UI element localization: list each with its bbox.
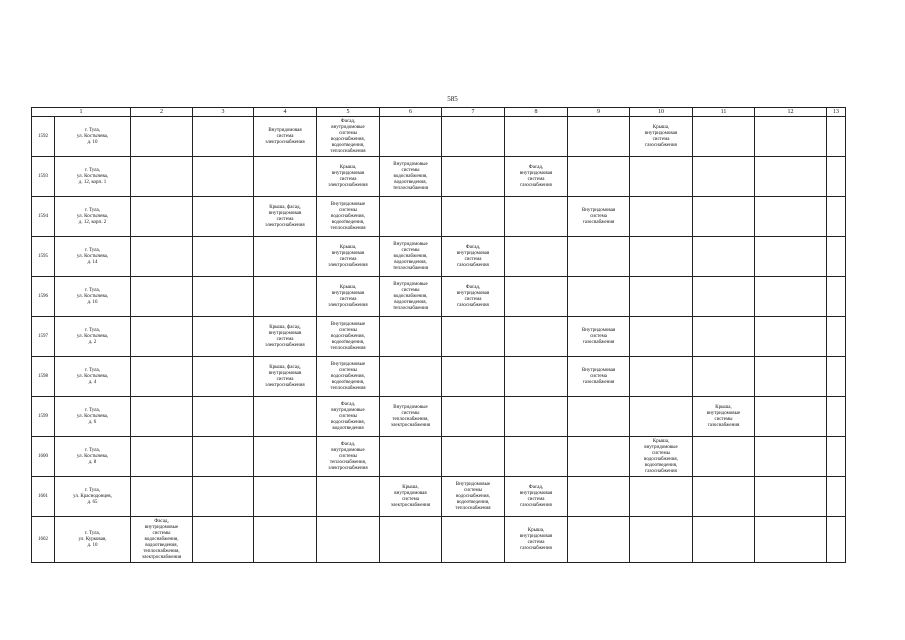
cell-text: Внутридомовая система газоснабжения	[581, 327, 616, 345]
work-cell	[693, 357, 755, 397]
work-cell	[755, 277, 827, 317]
cell-text: г. Тула, ул. Костычева, д. 4	[76, 367, 109, 385]
work-cell	[254, 397, 317, 437]
cell-text: г. Тула, ул. Костычева, д. 10	[76, 127, 109, 145]
work-cell	[380, 317, 442, 357]
work-cell	[568, 437, 630, 477]
cell-text: 1599	[38, 413, 48, 419]
work-cell	[131, 517, 193, 563]
work-cell	[317, 357, 380, 397]
work-cell	[254, 357, 317, 397]
address-cell	[55, 277, 131, 317]
cell-text: Крыша, фасад, внутридомовая система электроснабжения	[265, 204, 305, 228]
cell-text: г. Тула, ул. Костычева, д. 14	[76, 247, 109, 265]
work-cell	[755, 237, 827, 277]
work-cell	[317, 237, 380, 277]
table-row	[32, 197, 846, 237]
column-header: 11	[693, 108, 755, 117]
schedule-table	[31, 107, 846, 563]
work-cell	[755, 477, 827, 517]
work-cell	[505, 437, 568, 477]
work-cell	[442, 117, 505, 157]
work-cell	[505, 237, 568, 277]
cell-text: Фасад, внутридомовая система газоснабжения	[519, 164, 553, 188]
work-cell	[193, 317, 254, 357]
work-cell	[317, 517, 380, 563]
work-cell	[568, 477, 630, 517]
column-header: 7	[442, 108, 505, 117]
work-cell	[755, 437, 827, 477]
work-cell	[693, 277, 755, 317]
row-number-cell	[32, 517, 55, 563]
work-cell	[505, 517, 568, 563]
cell-text: г. Тула, ул. Костычева, д. 8	[76, 447, 109, 465]
work-cell	[131, 437, 193, 477]
work-cell	[827, 477, 846, 517]
work-cell	[131, 477, 193, 517]
cell-text: Фасад, внутридомовые системы теплоснабжения, электроснабжения	[328, 441, 368, 471]
table-row	[32, 477, 846, 517]
work-cell	[193, 477, 254, 517]
work-cell	[827, 117, 846, 157]
cell-text: Внутридомовая система газоснабжения	[581, 367, 616, 385]
cell-text: 1602	[38, 536, 48, 542]
table-row	[32, 437, 846, 477]
cell-text: 1600	[38, 453, 48, 459]
row-number-cell	[32, 157, 55, 197]
work-cell	[131, 397, 193, 437]
table-row	[32, 317, 846, 357]
work-cell	[755, 197, 827, 237]
page-number: 585	[447, 95, 458, 103]
work-cell	[193, 277, 254, 317]
work-cell	[442, 197, 505, 237]
work-cell	[131, 117, 193, 157]
cell-text: Внутридомовая система газоснабжения	[581, 207, 616, 225]
cell-text: 1593	[38, 173, 48, 179]
work-cell	[827, 197, 846, 237]
cell-text: Крыша, внутридомовая система газоснабжения	[519, 527, 553, 551]
cell-text: Крыша, внутридомовая система электроснабжения	[328, 164, 368, 188]
address-cell	[55, 317, 131, 357]
row-number-cell	[32, 317, 55, 357]
work-cell	[568, 197, 630, 237]
work-cell	[630, 437, 693, 477]
work-cell	[630, 197, 693, 237]
cell-text: Фасад, внутридомовая система газоснабжения	[519, 484, 553, 508]
table-row	[32, 397, 846, 437]
cell-text: Фасад, внутридомовая система газоснабжения	[456, 244, 490, 268]
work-cell	[693, 197, 755, 237]
address-cell	[55, 117, 131, 157]
work-cell	[254, 197, 317, 237]
column-header: 8	[505, 108, 568, 117]
work-cell	[755, 357, 827, 397]
column-header: 5	[317, 108, 380, 117]
work-cell	[193, 237, 254, 277]
row-number-cell	[32, 357, 55, 397]
cell-text: Крыша, внутридомовые системы водоснабжения, водоотведения, газоснабжения	[644, 438, 678, 474]
work-cell	[827, 237, 846, 277]
cell-text: Фасад, внутридомовые системы водоснабжения, водоотведения, теплоснабжения, электроснабжения	[141, 518, 182, 560]
table-row	[32, 117, 846, 157]
work-cell	[317, 117, 380, 157]
table-row	[32, 157, 846, 197]
address-cell	[55, 437, 131, 477]
column-header: 2	[131, 108, 193, 117]
work-cell	[630, 477, 693, 517]
cell-text: 1597	[38, 333, 48, 339]
address-cell	[55, 357, 131, 397]
column-header: 9	[568, 108, 630, 117]
work-cell	[254, 477, 317, 517]
column-header: 10	[630, 108, 693, 117]
cell-text: Внутридомовые системы водоснабжения, водоотведения, теплоснабжения	[330, 201, 366, 231]
work-cell	[131, 277, 193, 317]
work-cell	[630, 357, 693, 397]
cell-text: Крыша, внутридомовая система электроснабжения	[390, 484, 431, 508]
row-number-cell	[32, 237, 55, 277]
work-cell	[827, 277, 846, 317]
work-cell	[317, 437, 380, 477]
work-cell	[254, 517, 317, 563]
work-cell	[505, 357, 568, 397]
header-row	[32, 108, 846, 117]
work-cell	[131, 157, 193, 197]
cell-text: Внутридомовые системы теплоснабжения, электроснабжения	[390, 404, 431, 428]
work-cell	[442, 277, 505, 317]
work-cell	[131, 357, 193, 397]
cell-text: Крыша, внутридомовая система газоснабжения	[644, 124, 678, 148]
cell-text: г. Тула, ул. Костычева, д. 16	[76, 287, 109, 305]
work-cell	[827, 397, 846, 437]
table-row	[32, 277, 846, 317]
work-cell	[254, 237, 317, 277]
work-cell	[693, 477, 755, 517]
work-cell	[317, 477, 380, 517]
address-cell	[55, 237, 131, 277]
cell-text: Внутридомовая система электроснабжения	[265, 127, 305, 145]
work-cell	[131, 197, 193, 237]
work-cell	[755, 397, 827, 437]
column-header: 12	[755, 108, 827, 117]
work-cell	[505, 477, 568, 517]
work-cell	[630, 277, 693, 317]
work-cell	[442, 477, 505, 517]
work-cell	[380, 117, 442, 157]
row-number-cell	[32, 477, 55, 517]
work-cell	[254, 277, 317, 317]
cell-text: 1592	[38, 133, 48, 139]
work-cell	[193, 397, 254, 437]
work-cell	[505, 197, 568, 237]
column-header: 4	[254, 108, 317, 117]
work-cell	[442, 397, 505, 437]
cell-text: г. Тула, ул. Краснодонцев, д. 65	[73, 487, 112, 505]
cell-text: 1596	[38, 293, 48, 299]
work-cell	[630, 237, 693, 277]
cell-text: 1598	[38, 373, 48, 379]
column-header: 6	[380, 108, 442, 117]
address-cell	[55, 517, 131, 563]
table-row	[32, 237, 846, 277]
work-cell	[193, 437, 254, 477]
work-cell	[193, 117, 254, 157]
work-cell	[193, 197, 254, 237]
work-cell	[317, 397, 380, 437]
cell-text: Крыша, внутридомовая система электроснабжения	[328, 284, 368, 308]
column-header: 3	[193, 108, 254, 117]
address-cell	[55, 397, 131, 437]
work-cell	[827, 317, 846, 357]
cell-text: 1601	[38, 493, 48, 499]
column-header: 1	[32, 108, 131, 117]
cell-text: Внутридомовые системы водоснабжения, водоотведения, теплоснабжения	[393, 281, 428, 311]
work-cell	[193, 517, 254, 563]
work-cell	[568, 317, 630, 357]
work-cell	[693, 317, 755, 357]
work-cell	[380, 237, 442, 277]
cell-text: Крыша, внутридомовые системы газоснабжения	[706, 404, 741, 428]
work-cell	[755, 517, 827, 563]
cell-text: Крыша, фасад, внутридомовая система электроснабжения	[265, 364, 305, 388]
work-cell	[380, 477, 442, 517]
work-cell	[568, 157, 630, 197]
work-cell	[505, 157, 568, 197]
work-cell	[317, 277, 380, 317]
work-cell	[755, 157, 827, 197]
work-cell	[505, 317, 568, 357]
work-cell	[630, 157, 693, 197]
work-cell	[380, 517, 442, 563]
work-cell	[693, 517, 755, 563]
row-number-cell	[32, 277, 55, 317]
work-cell	[380, 197, 442, 237]
work-cell	[693, 157, 755, 197]
work-cell	[568, 237, 630, 277]
work-cell	[442, 517, 505, 563]
address-cell	[55, 157, 131, 197]
cell-text: 1595	[38, 253, 48, 259]
work-cell	[568, 397, 630, 437]
cell-text: Фасад, внутридомовая система газоснабжения	[456, 284, 490, 308]
work-cell	[317, 197, 380, 237]
work-cell	[568, 357, 630, 397]
row-number-cell	[32, 437, 55, 477]
work-cell	[254, 437, 317, 477]
work-cell	[131, 317, 193, 357]
work-cell	[693, 397, 755, 437]
cell-text: Крыша, фасад, внутридомовая система электроснабжения	[265, 324, 305, 348]
work-cell	[568, 517, 630, 563]
work-cell	[630, 317, 693, 357]
work-cell	[630, 397, 693, 437]
work-cell	[380, 277, 442, 317]
work-cell	[693, 117, 755, 157]
work-cell	[254, 157, 317, 197]
cell-text: Внутридомовые системы водоснабжения, водоотведения, теплоснабжения	[393, 161, 428, 191]
cell-text: Крыша, внутридомовая система электроснабжения	[328, 244, 368, 268]
work-cell	[827, 157, 846, 197]
work-cell	[630, 117, 693, 157]
row-number-cell	[32, 197, 55, 237]
work-cell	[317, 317, 380, 357]
cell-text: г. Тула, ул. Курковая, д. 10	[78, 530, 107, 548]
cell-text: г. Тула, ул. Костычева, д. 12, корп. 1	[76, 167, 109, 185]
cell-text: Внутридомовые системы водоснабжения, водоотведения, теплоснабжения	[330, 361, 366, 391]
cell-text: г. Тула, ул. Костычева, д. 12, корп. 2	[76, 207, 109, 225]
cell-text: Внутридомовые системы водоснабжения, водоотведения, теплоснабжения	[455, 481, 491, 511]
work-cell	[755, 317, 827, 357]
row-number-cell	[32, 397, 55, 437]
work-cell	[827, 437, 846, 477]
work-cell	[254, 317, 317, 357]
table-row	[32, 517, 846, 563]
work-cell	[442, 317, 505, 357]
work-cell	[568, 117, 630, 157]
work-cell	[380, 157, 442, 197]
work-cell	[693, 437, 755, 477]
column-header: 13	[827, 108, 846, 117]
work-cell	[568, 277, 630, 317]
work-cell	[755, 117, 827, 157]
work-cell	[505, 397, 568, 437]
work-cell	[380, 357, 442, 397]
work-cell	[193, 357, 254, 397]
work-cell	[827, 517, 846, 563]
work-cell	[254, 117, 317, 157]
cell-text: Внутридомовые системы водоснабжения, водоотведения, теплоснабжения	[393, 241, 428, 271]
cell-text: 1594	[38, 213, 48, 219]
work-cell	[442, 437, 505, 477]
cell-text: Фасад, внутридомовые системы водоснабжения, водоотведения, теплоснабжения	[330, 118, 366, 154]
table-row	[32, 357, 846, 397]
work-cell	[442, 357, 505, 397]
work-cell	[380, 397, 442, 437]
cell-text: Фасад, внутридомовые системы водоснабжения, водоотведения	[331, 401, 365, 431]
work-cell	[442, 237, 505, 277]
work-cell	[317, 157, 380, 197]
work-cell	[505, 117, 568, 157]
work-cell	[827, 357, 846, 397]
work-cell	[442, 157, 505, 197]
work-cell	[630, 517, 693, 563]
cell-text: г. Тула, ул. Костычева, д. 2	[76, 327, 109, 345]
work-cell	[505, 277, 568, 317]
cell-text: г. Тула, ул. Костычева, д. 6	[76, 407, 109, 425]
work-cell	[380, 437, 442, 477]
row-number-cell	[32, 117, 55, 157]
address-cell	[55, 477, 131, 517]
cell-text: Внутридомовые системы водоснабжения, водоотведения, теплоснабжения	[330, 321, 366, 351]
address-cell	[55, 197, 131, 237]
work-cell	[693, 237, 755, 277]
work-cell	[193, 157, 254, 197]
work-cell	[131, 237, 193, 277]
